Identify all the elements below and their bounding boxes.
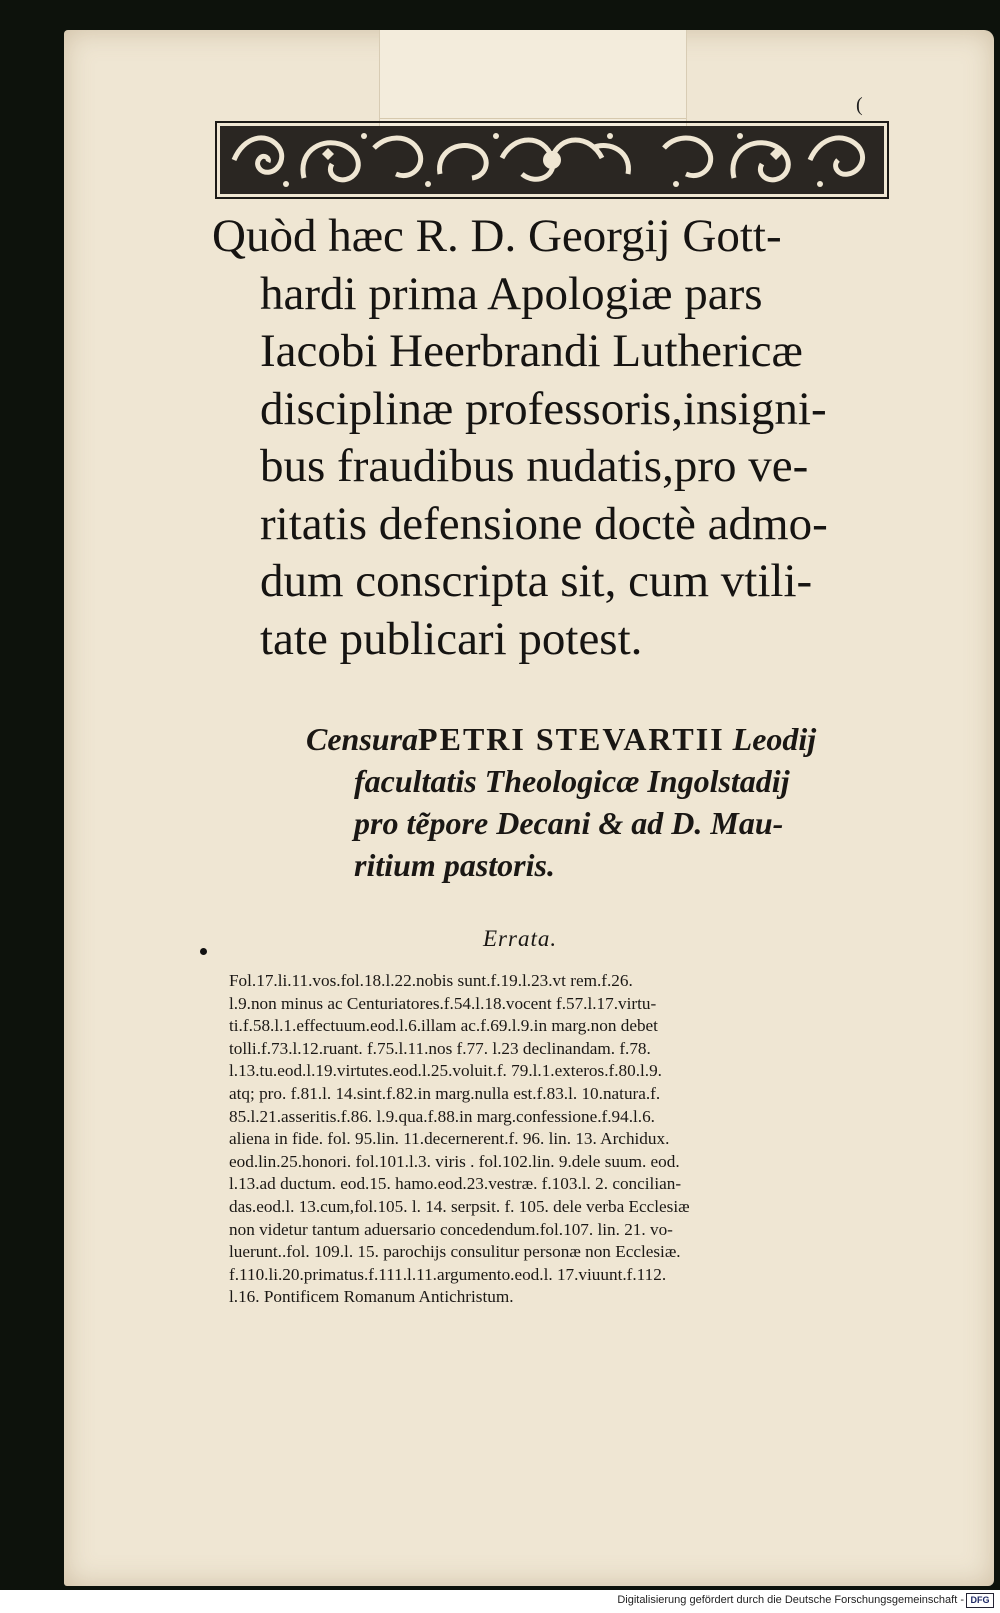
errata-line: luerunt..fol. 109.l. 15. parochijs consulitur personæ non Ecclesiæ. <box>229 1242 681 1262</box>
errata-line: f.110.li.20.primatus.f.111.l.11.argumento.eod.l. 17.viuunt.f.112. <box>229 1264 667 1284</box>
errata-line: 85.l.21.asseritis.f.86. l.9.qua.f.88.in marg.confessione.f.94.l.6. <box>229 1106 655 1126</box>
errata-list <box>229 970 916 1309</box>
errata-line: l.13.ad ductum. eod.15. hamo.eod.23.vestræ. f.103.l. 2. concilian- <box>229 1174 682 1194</box>
floral-headpiece-ornament <box>214 118 890 202</box>
page-title <box>212 208 916 668</box>
errata-line: tolli.f.73.l.12.ruant. f.75.l.11.nos f.77. l.23 declinandam. f.78. <box>229 1038 651 1058</box>
censura-line <box>306 718 916 760</box>
title-line: hardi prima Apologiæ pars <box>260 267 763 320</box>
censor-name: PETRI STEVARTII <box>418 721 725 757</box>
censura-block <box>306 718 916 886</box>
censura-line: ritium pastoris. <box>354 847 555 883</box>
errata-line: Fol.17.li.11.vos.fol.18.l.22.nobis sunt.f.19.l.23.vt rem.f.26. <box>229 971 633 990</box>
title-line: dum conscripta sit, cum vtili- <box>260 555 813 607</box>
errata-line: das.eod.l. 13.cum,fol.105. l. 14. serpsit. f. 105. dele verba Ecclesiæ <box>229 1196 690 1216</box>
title-line: tate publicari potest. <box>260 612 643 665</box>
errata-line: aliena in fide. fol. 95.lin. 11.decernerent.f. 96. lin. 13. Archidux. <box>229 1129 670 1149</box>
title-line: disciplinæ professoris,insigni- <box>260 382 827 435</box>
errata-heading: Errata. <box>483 926 558 951</box>
censura-place: Leodij <box>724 721 817 757</box>
errata-line: l.13.tu.eod.l.19.virtutes.eod.l.25.voluit.f. 79.l.1.exteros.f.80.l.9. <box>229 1061 662 1081</box>
errata-line: eod.lin.25.honori. fol.101.l.3. viris . fol.102.lin. 9.dele suum. eod. <box>229 1151 680 1171</box>
errata-line: l.16. Pontificem Romanum Antichristum. <box>229 1287 514 1307</box>
censura-line: pro tẽpore Decani & ad D. Mau- <box>354 805 784 841</box>
corner-mark: ( <box>856 94 863 116</box>
errata-line: ti.f.58.l.1.effectuum.eod.l.6.illam ac.f.69.l.9.in marg.non debet <box>229 1016 658 1036</box>
dfg-logo-icon: DFG <box>966 1593 994 1608</box>
censura-word: Censura <box>306 721 419 757</box>
title-line: ritatis defensione doctè admo- <box>260 497 828 550</box>
errata-line: non videtur tantum aduersario concedendum.fol.107. lin. 21. vo- <box>229 1219 673 1239</box>
censura-line: facultatis Theologicæ Ingolstadij <box>354 763 790 799</box>
errata-line: atq; pro. f.81.l. 14.sint.f.82.in marg.nulla est.f.83.l. 10.natura.f. <box>229 1083 661 1103</box>
bullet-dot <box>200 948 207 955</box>
title-line: bus fraudibus nudatis,pro ve- <box>260 440 809 492</box>
errata-line: l.9.non minus ac Centuriatores.f.54.l.18.vocent f.57.l.17.virtu- <box>229 993 657 1013</box>
footer-credit: Digitalisierung gefördert durch die Deutsche Forschungsgemeinschaft - <box>617 1594 964 1606</box>
title-line: Iacobi Heerbrandi Luthericæ <box>260 325 803 377</box>
title-line: Quòd hæc R. D. Georgij Gott- <box>212 210 782 262</box>
